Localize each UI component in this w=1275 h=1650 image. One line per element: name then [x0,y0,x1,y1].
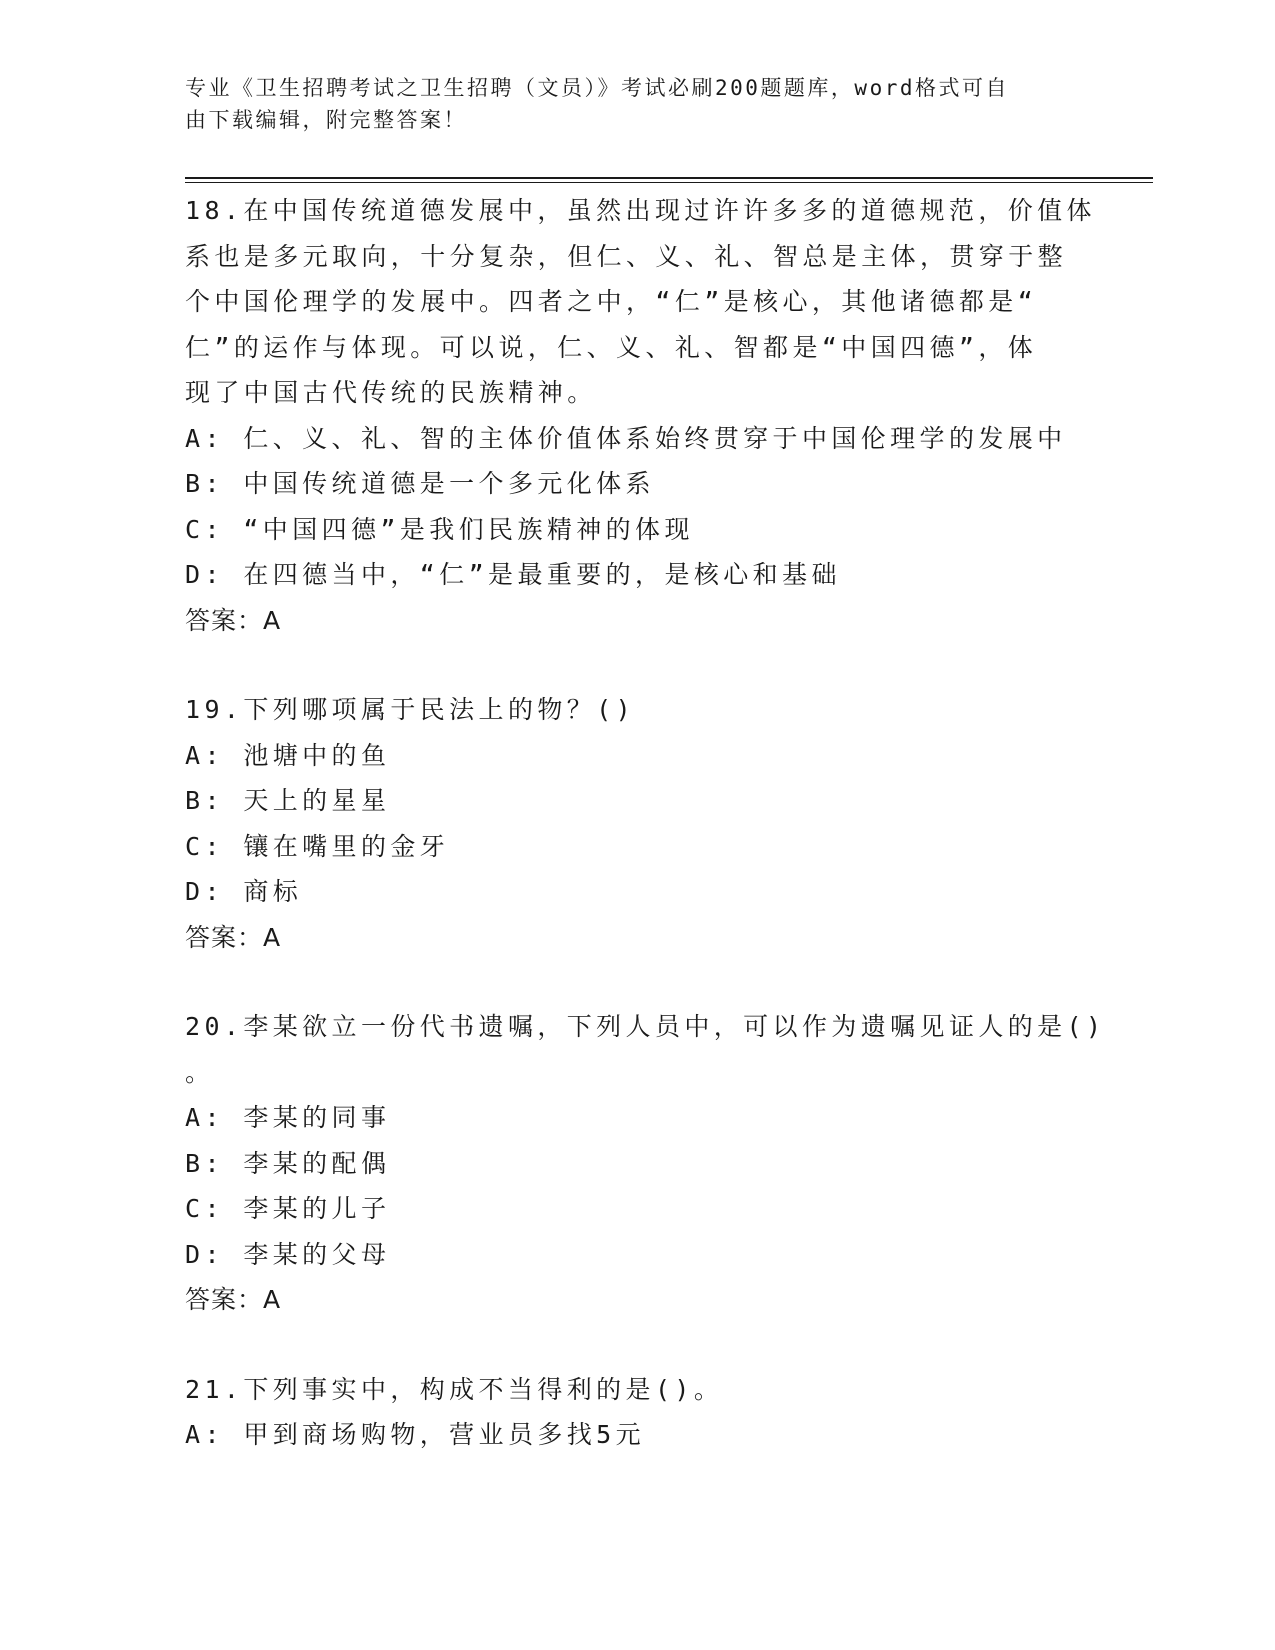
question-21 [185,1367,1085,1458]
answer-label: 答案：A [185,1285,282,1314]
header-line-1: 专业《卫生招聘考试之卫生招聘（文员）》考试必刷200题题库，word格式可自 [185,76,1009,100]
header-divider-thin [185,182,1153,183]
question-list [185,188,1106,1502]
answer-label: 答案：A [185,922,282,952]
option-a: A: 甲到商场购物，营业员多找5元 [185,1420,646,1449]
question-text-line: 21.下列事实中，构成不当得利的是()。 [185,1374,724,1404]
option-c: C: “中国四德”是我们民族精神的体现 [185,514,694,544]
question-19 [185,687,1085,960]
question-text-line: 18.在中国传统道德发展中，虽然出现过许许多多的道德规范，价值体 [185,196,1096,225]
option-a: A: 李某的同事 [185,1103,391,1132]
question-text-line: 。 [185,1057,215,1087]
option-d: D: 在四德当中，“仁”是最重要的，是核心和基础 [185,560,841,589]
option-b: B: 中国传统道德是一个多元化体系 [185,469,655,498]
question-text-line: 个中国伦理学的发展中。四者之中，“仁”是核心，其他诸德都是“ [185,287,1038,316]
header-divider-thick [185,177,1153,179]
option-a: A: 池塘中的鱼 [185,740,391,770]
option-d: D: 商标 [185,877,303,906]
answer-label: 答案：A [185,605,282,635]
option-d: D: 李某的父母 [185,1239,391,1269]
question-text-line: 现了中国古代传统的民族精神。 [185,378,597,407]
question-text-line: 系也是多元取向，十分复杂，但仁、义、礼、智总是主体，贯穿于整 [185,241,1068,271]
option-b: B: 天上的星星 [185,786,391,815]
question-20 [185,1004,1106,1323]
header-line-2: 由下载编辑，附完整答案！ [185,108,467,132]
option-c: C: 镶在嘴里的金牙 [185,831,450,861]
option-c: C: 李某的儿子 [185,1194,391,1223]
option-b: B: 李某的配偶 [185,1148,391,1178]
question-text-line: 20.李某欲立一份代书遗嘱，下列人员中，可以作为遗嘱见证人的是() [185,1012,1106,1041]
option-a: A: 仁、义、礼、智的主体价值体系始终贯穿于中国伦理学的发展中 [185,423,1067,453]
document-header [185,72,1065,136]
question-text-line: 19.下列哪项属于民法上的物？() [185,695,636,724]
question-18 [185,188,1096,643]
question-text-line: 仁”的运作与体现。可以说，仁、义、礼、智都是“中国四德”，体 [185,332,1038,362]
